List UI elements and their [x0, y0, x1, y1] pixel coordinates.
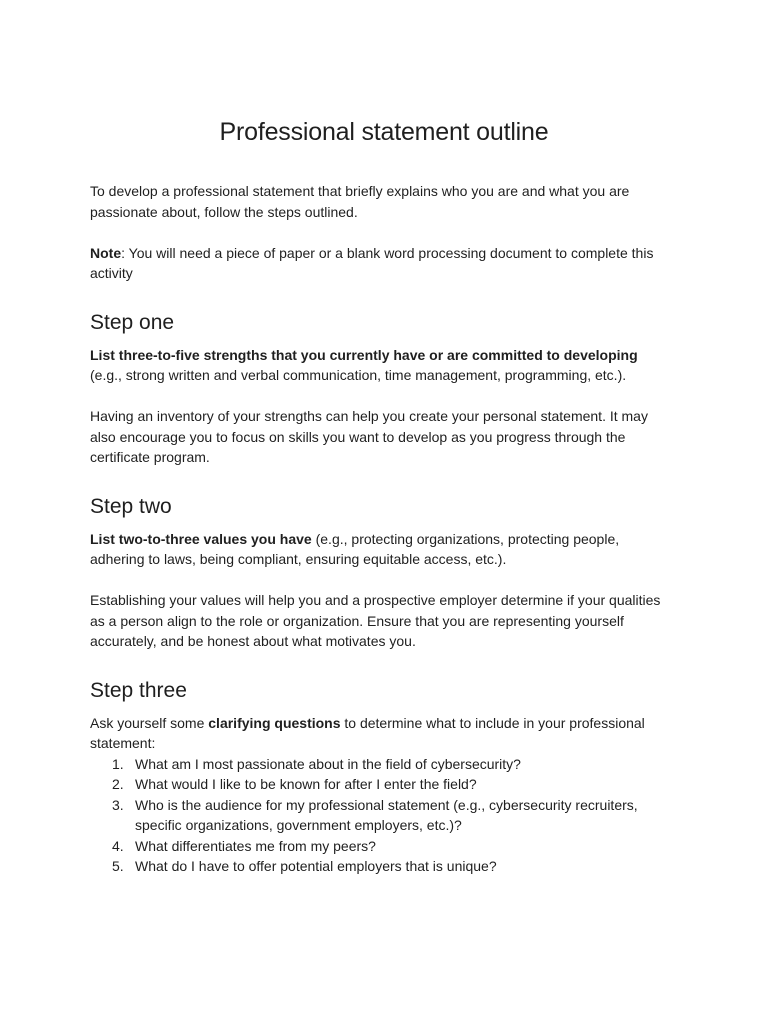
- list-item-number: 3.: [112, 796, 124, 813]
- list-item-number: 5.: [112, 858, 124, 874]
- list-item: [90, 754, 668, 775]
- step-one-instruction: [90, 345, 668, 386]
- list-item-text: Who is the audience for my professional statement (e.g., cybersecurity recruiters, specific organizations, government employers, etc.)?: [135, 796, 638, 833]
- list-item: [90, 836, 668, 857]
- step-three-instruction: [90, 713, 668, 754]
- note-text: : You will need a piece of paper or a blank word processing document to complete this activity: [90, 244, 654, 281]
- step-one-bold: List three-to-five strengths that you currently have or are committed to developing: [90, 346, 638, 363]
- list-item-text: What would I like to be known for after I enter the field?: [135, 776, 477, 792]
- list-item-number: 1.: [112, 755, 124, 772]
- step-two-heading: Step two: [90, 494, 172, 518]
- step-one-paragraph: Having an inventory of your strengths can help you create your personal statement. It may also encourage you to focus on skills you want to develop as you progress through the certificate program.: [90, 408, 648, 465]
- list-item-text: What do I have to offer potential employers that is unique?: [135, 858, 497, 874]
- list-item-text: What am I most passionate about in the field of cybersecurity?: [135, 755, 521, 772]
- clarifying-questions-list: [90, 754, 668, 877]
- step-one-heading: Step one: [90, 310, 175, 334]
- note-label: Note: [90, 244, 122, 261]
- page-title: Professional statement outline: [219, 118, 549, 146]
- step-three-lead-bold: clarifying questions: [208, 714, 341, 731]
- list-item: [90, 795, 668, 836]
- list-item: [90, 856, 668, 877]
- list-item-text: What differentiates me from my peers?: [135, 837, 376, 854]
- step-two-instruction: [90, 529, 668, 570]
- step-three-lead-post: to determine what to include in your professional statement:: [90, 714, 645, 751]
- list-item-number: 4.: [112, 837, 124, 854]
- step-two-bold: List two-to-three values you have: [90, 530, 312, 547]
- step-two-rest: (e.g., protecting organizations, protecting people, adhering to laws, being compliant, ensuring equitable access, etc.).: [90, 530, 620, 567]
- step-two-paragraph: Establishing your values will help you and a prospective employer determine if your qualities as a person align to the role or organization. Ensure that you are representing yourself accurately, and be honest about what motivates you.: [90, 592, 661, 649]
- list-item: [90, 774, 668, 795]
- step-three-heading: Step three: [90, 678, 187, 702]
- note-paragraph: [90, 243, 668, 284]
- list-item-number: 2.: [112, 776, 124, 792]
- step-three-lead-pre: Ask yourself some: [90, 714, 209, 731]
- intro-paragraph: To develop a professional statement that briefly explains who you are and what you are passionate about, follow the steps outlined.: [90, 183, 630, 220]
- step-one-rest: (e.g., strong written and verbal communication, time management, programming, etc.).: [90, 367, 627, 383]
